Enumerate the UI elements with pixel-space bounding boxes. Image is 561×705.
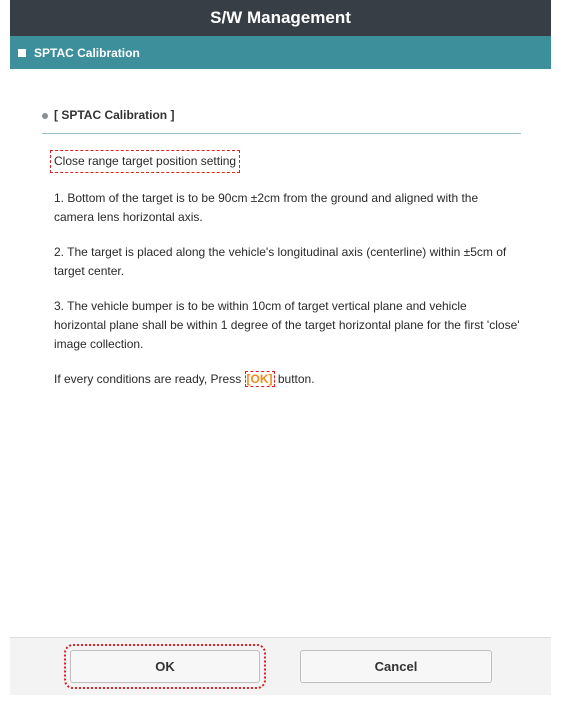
ok-button[interactable]: OK bbox=[70, 650, 260, 683]
instruction-step-3: 3. The vehicle bumper is to be within 10cm of target vertical plane and vehicle horizontal plane shall be within 1 degree of the target horizontal plane for the first 'close' image collection. bbox=[54, 299, 520, 351]
window-title: S/W Management bbox=[10, 0, 551, 36]
section-title: SPTAC Calibration bbox=[34, 45, 140, 60]
confirm-prompt-before: If every conditions are ready, Press bbox=[54, 372, 245, 386]
confirm-prompt-after: button. bbox=[274, 372, 315, 386]
instruction-panel bbox=[54, 106, 521, 389]
panel-heading bbox=[42, 106, 521, 134]
button-bar bbox=[10, 637, 551, 695]
dot-bullet-icon bbox=[42, 113, 48, 119]
confirm-prompt bbox=[54, 370, 521, 389]
section-header bbox=[10, 36, 551, 69]
instruction-step-2: 2. The target is placed along the vehicle's longitudinal axis (centerline) within ±5cm of target center. bbox=[54, 245, 507, 278]
square-bullet-icon bbox=[18, 49, 26, 57]
ok-keyword-highlight: [OK] bbox=[246, 372, 273, 386]
step-subtitle: Close range target position setting bbox=[50, 150, 240, 173]
panel-heading-text: [ SPTAC Calibration ] bbox=[54, 108, 175, 122]
instruction-step-1: 1. Bottom of the target is to be 90cm ±2cm from the ground and aligned with the camera lens horizontal axis. bbox=[54, 191, 479, 224]
cancel-button[interactable]: Cancel bbox=[300, 650, 492, 683]
